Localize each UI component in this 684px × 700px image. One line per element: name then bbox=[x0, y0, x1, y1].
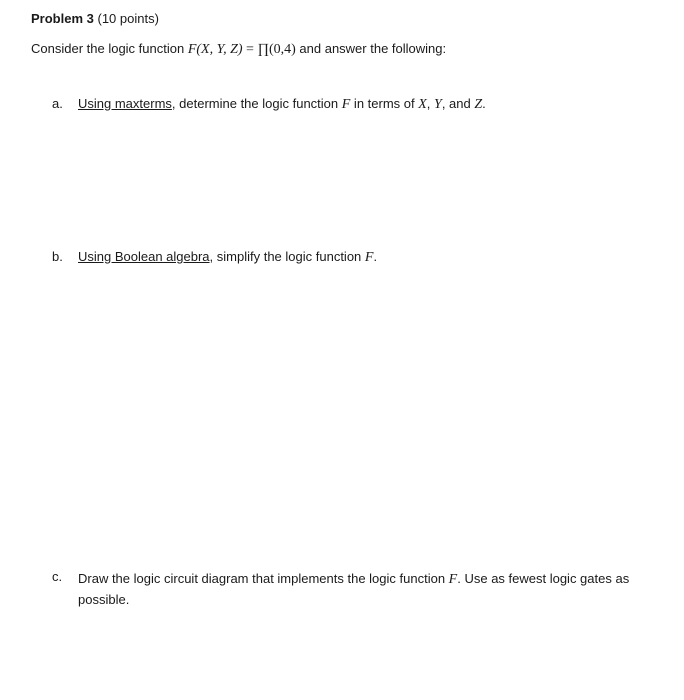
part-a-sep-1: , bbox=[426, 96, 435, 111]
part-b-method: Using Boolean algebra bbox=[78, 249, 210, 264]
part-c-text-2: . Use as fewest logic gates as possible. bbox=[78, 571, 630, 607]
part-c-marker: c. bbox=[52, 569, 63, 584]
problem-intro bbox=[31, 41, 446, 58]
part-a-marker: a. bbox=[52, 96, 63, 111]
part-a-var-z: Z bbox=[474, 97, 483, 112]
part-a-method: Using maxterms bbox=[78, 96, 172, 111]
part-a-var-f: F bbox=[341, 97, 351, 112]
part-b-text bbox=[78, 249, 377, 266]
part-a-sep-2: , and bbox=[441, 96, 475, 111]
part-b-marker: b. bbox=[52, 249, 63, 264]
part-b-end: . bbox=[373, 249, 378, 264]
part-a-end: . bbox=[482, 96, 486, 111]
part-c bbox=[52, 569, 638, 610]
part-b-text-1: , simplify the logic function bbox=[209, 249, 365, 264]
problem-header bbox=[31, 11, 159, 26]
part-c-text-1: Draw the logic circuit diagram that implements the logic function bbox=[78, 571, 449, 586]
function-lhs: F(X, Y, Z) bbox=[187, 42, 243, 57]
part-c-var-f: F bbox=[448, 572, 458, 587]
part-b bbox=[52, 249, 377, 266]
problem-label: Problem 3 bbox=[31, 11, 94, 26]
problem-points: (10 points) bbox=[97, 11, 159, 26]
part-a-text bbox=[78, 96, 486, 113]
part-a-var-x: X bbox=[418, 97, 427, 112]
part-a-text-2: in terms of bbox=[350, 96, 419, 111]
product-terms: (0,4) bbox=[268, 42, 296, 57]
product-symbol: ∏ bbox=[257, 42, 269, 57]
part-a-var-y: Y bbox=[434, 97, 442, 112]
part-c-text bbox=[78, 569, 638, 610]
part-b-var-f: F bbox=[364, 250, 374, 265]
equals-sign: = bbox=[242, 42, 258, 57]
part-a-text-1: , determine the logic function bbox=[171, 96, 342, 111]
intro-suffix: and answer the following: bbox=[295, 41, 447, 56]
intro-prefix: Consider the logic function bbox=[31, 41, 188, 56]
part-a bbox=[52, 96, 486, 113]
